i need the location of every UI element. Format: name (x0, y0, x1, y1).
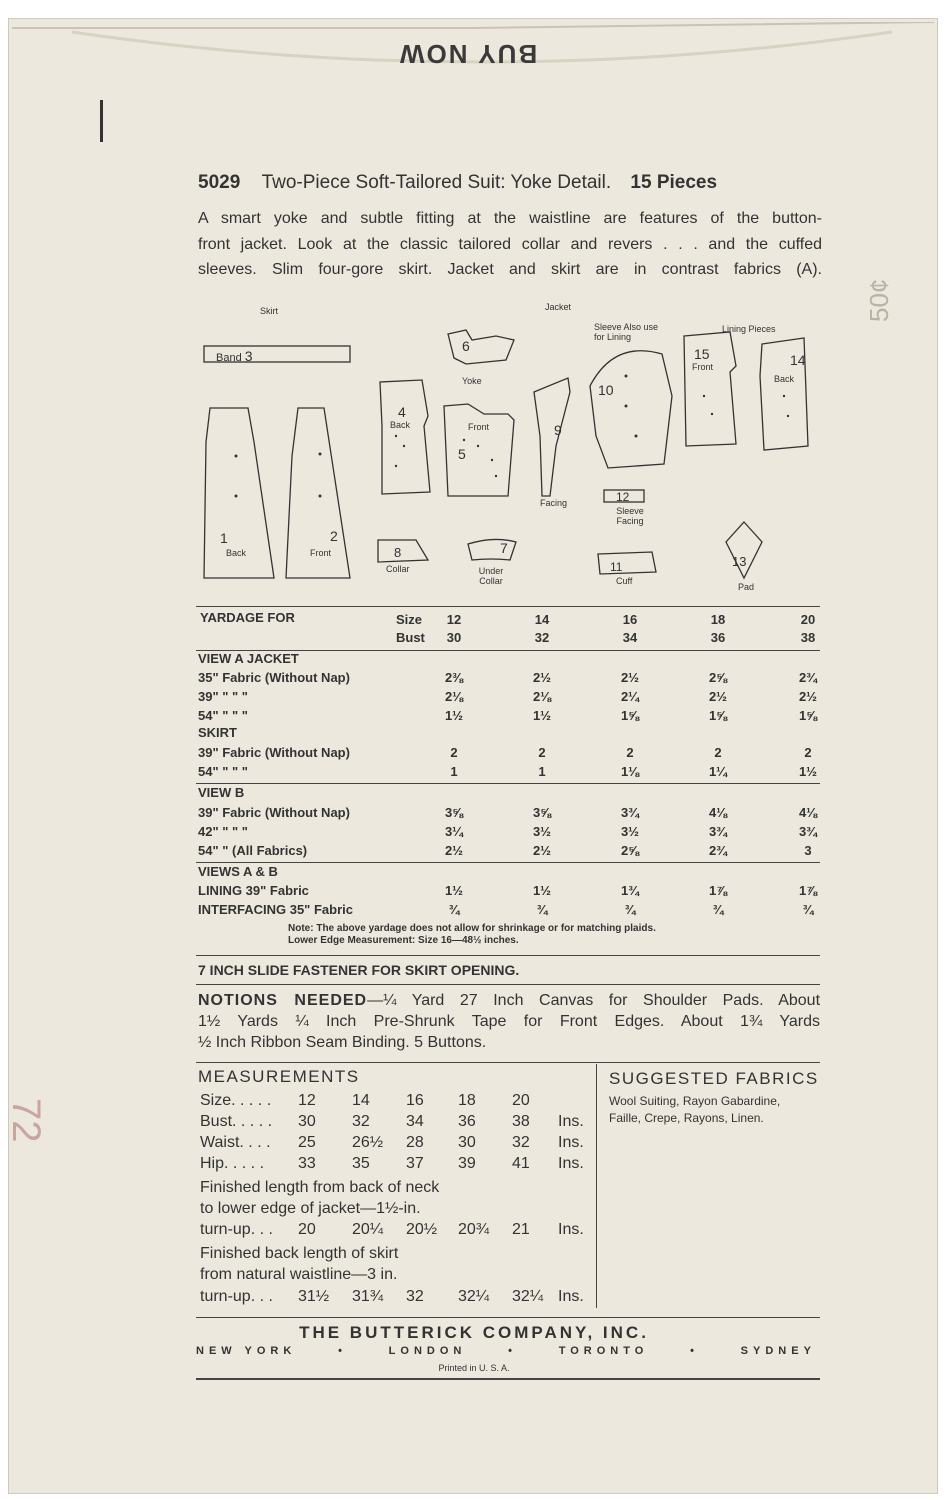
description-line: front jacket. Look at the classic tailored collar and revers . . . and the cuffed (198, 235, 822, 253)
yardage-cell: ¾ (802, 902, 814, 917)
city-name: SYDNEY (740, 1345, 816, 1357)
yardage-cell: 2⅛ (444, 689, 464, 704)
piece-label-13-name: Pad (738, 582, 755, 592)
skirt-group-label: Skirt (260, 306, 278, 316)
yardage-cell: 1⅛ (620, 764, 640, 779)
measurement-value: 34 (406, 1113, 424, 1130)
measurement-value: 25 (298, 1134, 316, 1151)
bust-label: Bust (396, 630, 425, 645)
printed-in: Printed in U. S. A. (438, 1363, 510, 1373)
bust-header: 38 (800, 630, 816, 645)
notions-needed (198, 990, 820, 1053)
price-stamp: 50¢ (864, 278, 894, 322)
bust-header: 36 (710, 630, 726, 645)
piece-label-13-num: 13 (732, 554, 747, 569)
measurement-value: 30 (458, 1134, 476, 1151)
yardage-cell: 1⅝ (798, 708, 818, 723)
size-header: 14 (534, 612, 550, 627)
piece-label-7-name: Under Collar (478, 566, 504, 586)
yardage-cell: 3¾ (798, 824, 818, 839)
yardage-row-label: INTERFACING 35" Fabric (198, 902, 353, 917)
yardage-row-label: 39" Fabric (Without Nap) (198, 805, 350, 820)
size-header: 16 (622, 612, 638, 627)
piece-label-2-name: Front (310, 548, 332, 558)
piece-label-11-num: 11 (610, 560, 623, 574)
piece-label-6-name: Yoke (462, 376, 482, 386)
yardage-row-label: 54" " " " (198, 764, 248, 779)
description-line: A smart yoke and subtle fitting at the waistline are features of the button- (198, 210, 822, 227)
yardage-section-rule (196, 862, 820, 863)
column-divider (596, 1064, 597, 1308)
size-header: 12 (446, 612, 462, 627)
measurement-label: Waist. . . . (200, 1134, 271, 1151)
measurement-value: 26½ (352, 1134, 384, 1151)
notions-line: —¼ Yard 27 Inch Canvas for Shoulder Pads. About (367, 992, 821, 1009)
city-name: LONDON (388, 1345, 467, 1357)
yardage-cell: 3 (804, 843, 812, 858)
yardage-cell: 2¾ (708, 843, 728, 858)
size-header: 18 (710, 612, 726, 627)
yardage-row-label: 39" " " " (198, 689, 248, 704)
yardage-cell: ¾ (624, 902, 636, 917)
yardage-cell: 1½ (444, 708, 464, 723)
yardage-cell: 1½ (532, 708, 552, 723)
fastener-rule (196, 984, 820, 985)
yardage-top-rule (196, 606, 820, 607)
yardage-cell: ¾ (712, 902, 724, 917)
piece-sleeve (590, 351, 672, 468)
sleeve-group-label-2: for Lining (594, 332, 632, 342)
note-line-1: Note: The above yardage does not allow for shrinkage or for matching plaids. (288, 923, 656, 934)
measurement-unit: Ins. (558, 1221, 584, 1238)
piece-cuff (598, 552, 656, 574)
company-cities (196, 1345, 816, 1357)
yardage-row-label: 35" Fabric (Without Nap) (198, 670, 350, 685)
measurement-unit: Ins. (558, 1134, 584, 1151)
yardage-cell: 1 (450, 764, 458, 779)
company-name: THE BUTTERICK COMPANY, INC. (299, 1323, 649, 1342)
piece-jacket-front (444, 404, 514, 496)
piece-label-4-name: Back (390, 420, 411, 430)
yardage-cell: 4⅛ (798, 805, 818, 820)
measurement-label: Hip. . . . . (200, 1155, 265, 1172)
yardage-cell: 2½ (532, 670, 552, 685)
piece-label-5-name: Front (468, 422, 490, 432)
yardage-cell: 3¼ (444, 824, 464, 839)
measurement-value: 20¾ (458, 1221, 490, 1238)
yardage-section-rule (196, 783, 820, 784)
piece-jacket-back (380, 380, 430, 494)
note-line-2: Lower Edge Measurement: Size 16—48½ inches. (288, 935, 519, 946)
city-separator: • (338, 1345, 347, 1357)
notions-rule (196, 1062, 820, 1063)
footer-bottom-rule (196, 1378, 820, 1380)
size-header: 20 (800, 612, 816, 627)
pattern-description (198, 206, 822, 283)
measurement-value: 21 (512, 1221, 530, 1238)
piece-label-8-num: 8 (394, 545, 402, 560)
piece-pad (726, 522, 762, 578)
yardage-cell: 1⅞ (708, 883, 728, 898)
yardage-row-label: 54" " (All Fabrics) (198, 843, 308, 858)
measurement-label: turn-up. . . (200, 1221, 273, 1238)
pattern-title (198, 172, 717, 194)
yardage-row-label: VIEW A JACKET (198, 651, 299, 666)
measurement-value: 31½ (298, 1288, 330, 1305)
piece-collar (378, 540, 428, 562)
piece-lining-front (684, 332, 736, 446)
yardage-cell: 2⅝ (620, 843, 640, 858)
measurement-value: 20 (512, 1092, 530, 1109)
yardage-cell: 1⅝ (620, 708, 640, 723)
piece-label-1-name: Back (226, 548, 247, 558)
measurement-unit: Ins. (558, 1288, 584, 1305)
yardage-cell: 2½ (444, 843, 464, 858)
yardage-cell: 2⅜ (444, 670, 464, 685)
yardage-cell: 2⅛ (532, 689, 552, 704)
slide-fastener-text: 7 INCH SLIDE FASTENER FOR SKIRT OPENING. (198, 962, 520, 978)
measurement-value: 37 (406, 1155, 424, 1172)
piece-label-10-num: 10 (598, 382, 614, 398)
measurement-value: 41 (512, 1155, 530, 1172)
description-line: sleeves. Slim four-gore skirt. Jacket and skirt are in contrast fabrics (A). (198, 261, 822, 278)
piece-label-band: Band 3 (216, 348, 253, 364)
piece-label-12-name: Sleeve Facing (616, 506, 644, 526)
yardage-cell: 3⅝ (532, 805, 552, 820)
yardage-cell: 2¾ (798, 670, 818, 685)
pattern-number: 5029 (198, 172, 241, 193)
pencil-mark: 72 (4, 1098, 48, 1143)
measurement-label: turn-up. . . (200, 1288, 273, 1305)
fabrics-line-1: Wool Suiting, Rayon Gabardine, (609, 1094, 781, 1108)
yardage-cell: 2 (804, 745, 812, 760)
measurement-value: 39 (458, 1155, 476, 1172)
notions-line: 1½ Yards ¼ Inch Pre-Shrunk Tape for Front Edges. About 1¾ Yards (198, 1013, 820, 1030)
yardage-row-label: 54" " " " (198, 708, 248, 723)
yardage-cell: ¾ (536, 902, 548, 917)
skirt-length-text: from natural waistline—3 in. (200, 1266, 398, 1283)
jacket-group-label: Jacket (545, 302, 572, 312)
bust-header: 30 (446, 630, 462, 645)
yardage-cell: 3¾ (620, 805, 640, 820)
measurement-value: 32 (352, 1113, 370, 1130)
measurement-value: 30 (298, 1113, 316, 1130)
yardage-cell: 1½ (444, 883, 464, 898)
bust-header: 32 (534, 630, 550, 645)
fabrics-line-2: Faille, Crepe, Rayons, Linen. (609, 1111, 764, 1125)
yardage-cell: 1 (538, 764, 546, 779)
piece-facing (534, 378, 570, 496)
piece-label-15-name: Front (692, 362, 714, 372)
notions-line: ½ Inch Ribbon Seam Binding. 5 Buttons. (198, 1034, 487, 1051)
measurement-value: 20¼ (352, 1221, 384, 1238)
measurement-label: Size. . . . . (200, 1092, 272, 1109)
piece-label-15-num: 15 (694, 346, 710, 362)
yardage-cell: 3½ (620, 824, 640, 839)
measurement-value: 32¼ (512, 1288, 544, 1305)
city-name: NEW YORK (196, 1345, 297, 1357)
measurement-value: 33 (298, 1155, 316, 1172)
yardage-cell: 2 (714, 745, 722, 760)
measurement-unit: Ins. (558, 1155, 584, 1172)
yardage-row-label: VIEW B (198, 785, 245, 800)
envelope-notch (100, 100, 103, 142)
measurement-value: 32¼ (458, 1288, 490, 1305)
piece-label-11-name: Cuff (616, 576, 633, 586)
yardage-cell: 2 (538, 745, 546, 760)
yardage-row-label: 39" Fabric (Without Nap) (198, 745, 350, 760)
yardage-cell: 1¼ (708, 764, 728, 779)
yardage-row-label: 42" " " " (198, 824, 248, 839)
yardage-cell: 1½ (798, 764, 818, 779)
city-separator: • (508, 1345, 517, 1357)
suggested-fabrics-heading: SUGGESTED FABRICS (609, 1069, 819, 1088)
measurement-unit: Ins. (558, 1113, 584, 1130)
city-name: TORONTO (558, 1345, 649, 1357)
piece-label-9-num: 9 (554, 422, 562, 438)
yardage-cell: 1½ (532, 883, 552, 898)
yardage-cell: 1⅝ (708, 708, 728, 723)
yardage-cell: ¾ (448, 902, 460, 917)
yardage-cell: 2½ (532, 843, 552, 858)
measurement-label: Bust. . . . . (200, 1113, 273, 1130)
yardage-cell: 2⅝ (708, 670, 728, 685)
jacket-length-text: to lower edge of jacket—1½-in. (200, 1200, 421, 1217)
measurement-value: 12 (298, 1092, 316, 1109)
yardage-row-label: LINING 39" Fabric (198, 883, 309, 898)
piece-label-14-num: 14 (790, 352, 806, 368)
measurement-value: 16 (406, 1092, 424, 1109)
jacket-length-text: Finished length from back of neck (200, 1179, 440, 1196)
yardage-cell: 3⅝ (444, 805, 464, 820)
pattern-name: Two-Piece Soft-Tailored Suit: Yoke Detail. (261, 172, 612, 193)
piece-under-collar (468, 539, 516, 560)
yardage-cell: 3½ (532, 824, 552, 839)
measurement-value: 28 (406, 1134, 424, 1151)
suggested-fabrics-list (609, 1093, 780, 1127)
yardage-cell: 2 (450, 745, 458, 760)
measurements-heading: MEASUREMENTS (198, 1067, 360, 1086)
sleeve-group-label: Sleeve Also use (594, 322, 659, 332)
measurement-value: 32 (406, 1288, 424, 1305)
piece-label-14-name: Back (774, 374, 795, 384)
footer-top-rule (196, 1317, 820, 1318)
buy-now-text: BUY NOW (398, 39, 538, 69)
skirt-length-text: Finished back length of skirt (200, 1245, 399, 1262)
yardage-cell: 2¼ (620, 689, 640, 704)
measurement-value: 38 (512, 1113, 530, 1130)
piece-label-2-num: 2 (330, 528, 338, 544)
yardage-cell: 2½ (798, 689, 818, 704)
bust-header: 34 (622, 630, 638, 645)
yardage-cell: 1¾ (620, 883, 640, 898)
notions-heading: NOTIONS NEEDED (198, 992, 368, 1009)
measurement-value: 14 (352, 1092, 370, 1109)
piece-label-6-num: 6 (462, 338, 470, 354)
piece-label-8-name: Collar (386, 564, 410, 574)
measurement-value: 18 (458, 1092, 476, 1109)
piece-label-9-name: Facing (540, 498, 568, 508)
pattern-pieces-diagram (196, 296, 826, 596)
piece-label-12-num: 12 (616, 490, 630, 504)
yardage-cell: 3¾ (708, 824, 728, 839)
piece-count: 15 Pieces (630, 172, 718, 193)
yardage-note (288, 923, 656, 947)
city-separator: • (690, 1345, 699, 1357)
piece-label-4-num: 4 (398, 404, 406, 420)
yardage-cell: 2½ (620, 670, 640, 685)
yardage-row-label: SKIRT (198, 725, 237, 740)
measurement-value: 36 (458, 1113, 476, 1130)
piece-label-5-num: 5 (458, 446, 466, 462)
measurement-value: 20½ (406, 1221, 438, 1238)
piece-label-1-num: 1 (220, 530, 228, 546)
yardage-cell: 4⅛ (708, 805, 728, 820)
piece-label-7-num: 7 (500, 540, 508, 556)
measurement-value: 20 (298, 1221, 316, 1238)
yardage-title: YARDAGE FOR (200, 610, 295, 625)
measurement-value: 32 (512, 1134, 530, 1151)
yardage-cell: 2½ (708, 689, 728, 704)
measurement-value: 31¾ (352, 1288, 384, 1305)
measurement-value: 35 (352, 1155, 370, 1172)
note-rule (196, 955, 820, 956)
yardage-cell: 2 (626, 745, 634, 760)
lining-group-label: Lining Pieces (722, 324, 776, 334)
size-label: Size (396, 612, 423, 627)
yardage-row-label: VIEWS A & B (198, 864, 278, 879)
yardage-cell: 1⅞ (798, 883, 818, 898)
piece-yoke (448, 330, 514, 364)
